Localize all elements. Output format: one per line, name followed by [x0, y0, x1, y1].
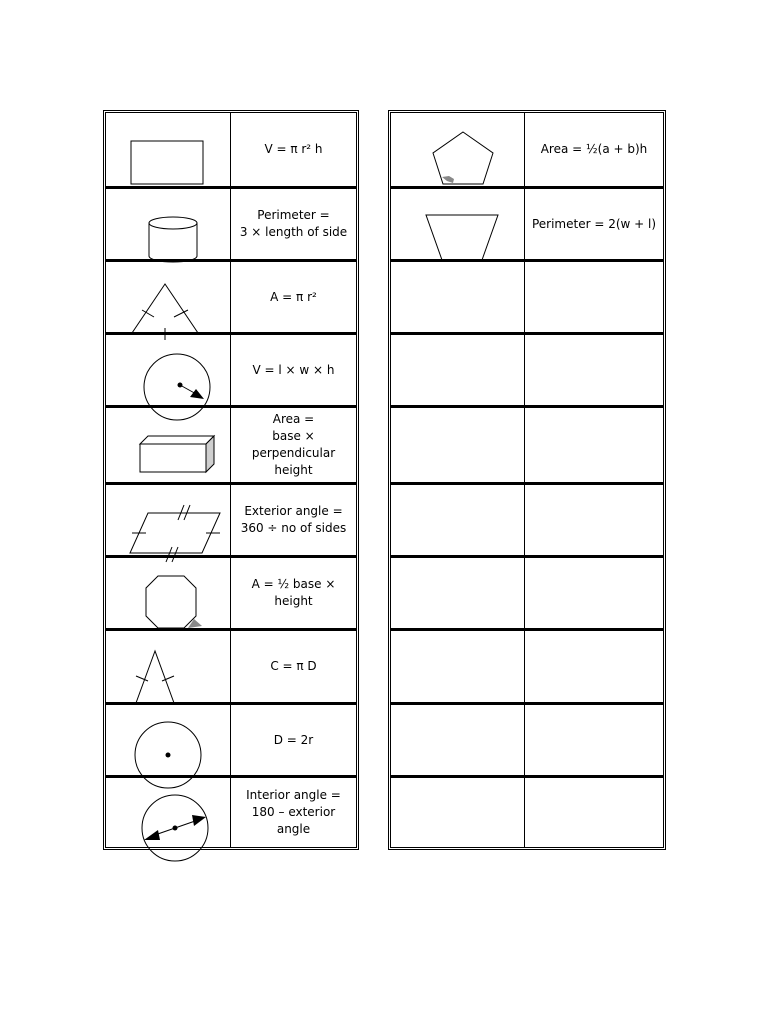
table-row [106, 555, 356, 628]
formula-cell [230, 408, 356, 482]
table-row [391, 332, 663, 405]
shape-cell [391, 408, 524, 482]
octagon-exterior-angle-icon [106, 558, 239, 638]
formula-text: Perimeter = 3 × length of side [239, 208, 348, 239]
formula-text: Area = base × perpendicular height [251, 412, 336, 477]
formula-cell [230, 335, 356, 405]
formula-cell [230, 778, 356, 847]
table-row [391, 259, 663, 332]
formula-text: V = π r² h [264, 142, 323, 156]
formula-text: Interior angle = 180 – exterior angle [246, 788, 341, 836]
shape-cell [391, 262, 524, 332]
rectangle-icon [106, 113, 239, 193]
formula-cell [524, 408, 663, 482]
formula-cell [524, 631, 663, 702]
formula-cell [524, 485, 663, 555]
formula-text: Exterior angle = 360 ÷ no of sides [240, 504, 347, 535]
shape-cell [106, 335, 232, 405]
formula-text: V = l × w × h [252, 362, 335, 377]
shape-cell [391, 705, 524, 775]
table-row [106, 113, 356, 186]
formula-cell [524, 262, 663, 332]
shape-cell [391, 189, 524, 259]
formula-cell [230, 705, 356, 775]
shape-cell [391, 631, 524, 702]
shape-cell [106, 189, 232, 259]
formula-cell [524, 558, 663, 628]
shape-cell [106, 631, 232, 702]
table-row [391, 186, 663, 259]
shape-cell [106, 485, 232, 555]
formula-cell [230, 558, 356, 628]
formula-text: C = π D [270, 659, 317, 673]
formula-card-table-left [103, 110, 359, 850]
isosceles-triangle-icon [106, 631, 239, 711]
shape-cell [391, 485, 524, 555]
table-row [391, 775, 663, 847]
formula-cell [524, 778, 663, 847]
table-row [391, 113, 663, 186]
shape-cell [391, 113, 524, 186]
table-row [106, 405, 356, 482]
shape-cell [391, 558, 524, 628]
circle-centre-icon [106, 705, 239, 785]
shape-cell [106, 778, 232, 847]
formula-card-table-right [388, 110, 666, 850]
table-row [106, 259, 356, 332]
table-row [106, 628, 356, 702]
formula-cell [524, 189, 663, 259]
table-row [391, 555, 663, 628]
cuboid-icon [106, 408, 239, 488]
formula-cell [230, 113, 356, 186]
trapezium-icon [391, 189, 524, 269]
cylinder-icon [106, 189, 239, 269]
table-row [106, 482, 356, 555]
shape-cell [106, 558, 232, 628]
circle-radius-icon [106, 335, 239, 415]
formula-cell [524, 335, 663, 405]
table-row [391, 628, 663, 702]
shape-cell [391, 778, 524, 847]
pentagon-interior-angle-icon [391, 113, 524, 193]
table-row [391, 702, 663, 775]
table-row [391, 482, 663, 555]
table-row [106, 332, 356, 405]
formula-cell [230, 631, 356, 702]
circle-diameter-icon [106, 778, 239, 858]
table-row [106, 702, 356, 775]
formula-cell [230, 485, 356, 555]
formula-cell [230, 262, 356, 332]
formula-text: Perimeter = 2(w + l) [531, 216, 657, 231]
shape-cell [106, 262, 232, 332]
shape-cell [106, 408, 232, 482]
formula-cell [524, 113, 663, 186]
formula-text: Area = ½(a + b)h [540, 142, 648, 156]
shape-cell [391, 335, 524, 405]
formula-text: D = 2r [273, 732, 314, 747]
formula-cell [524, 705, 663, 775]
shape-cell [106, 113, 232, 186]
parallelogram-icon [106, 485, 239, 565]
table-row [106, 186, 356, 259]
formula-cell [230, 189, 356, 259]
table-row [391, 405, 663, 482]
formula-text: A = π r² [270, 289, 317, 304]
equilateral-triangle-icon [106, 262, 239, 342]
shape-cell [106, 705, 232, 775]
formula-text: A = ½ base × height [251, 577, 336, 608]
table-row [106, 775, 356, 847]
